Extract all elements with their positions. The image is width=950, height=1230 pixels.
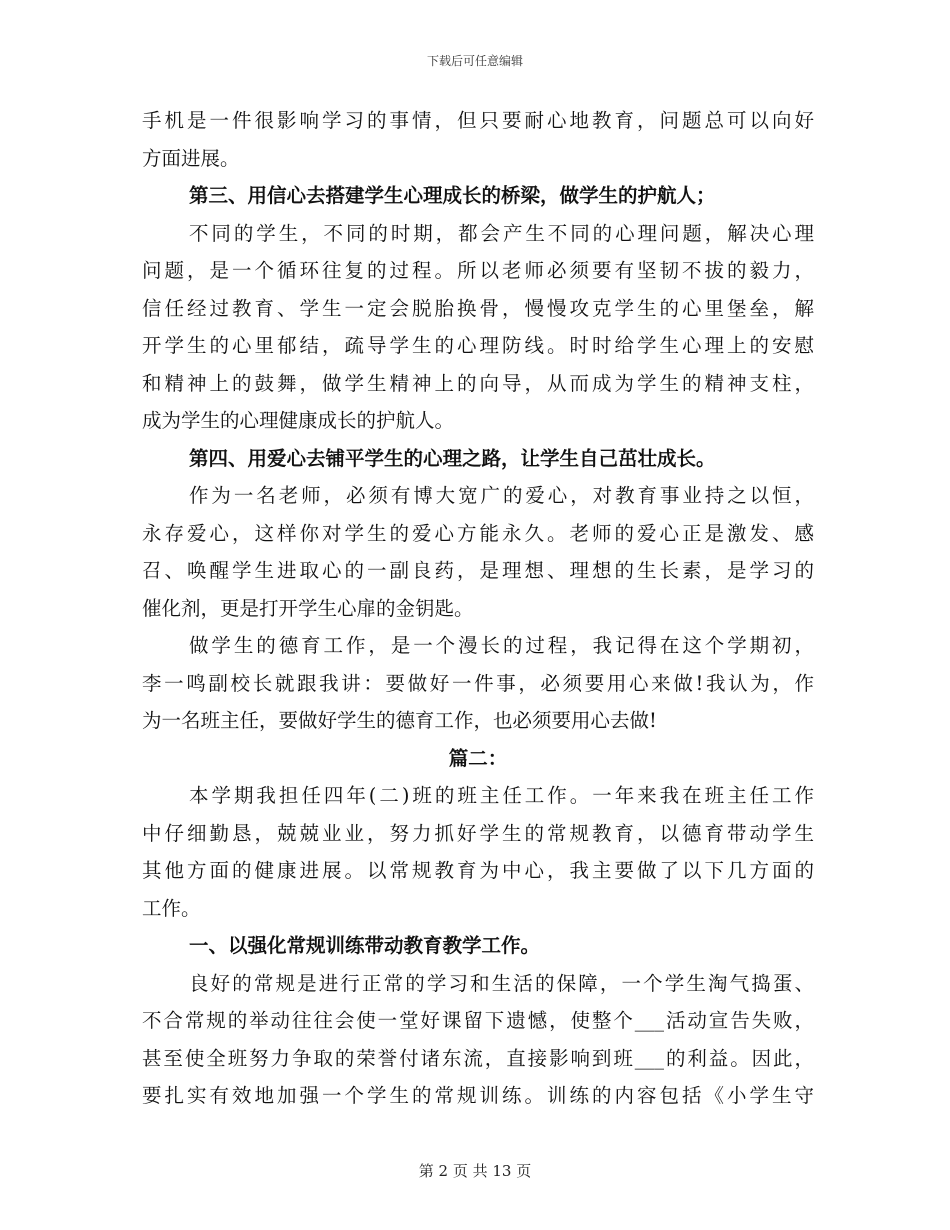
section-heading: 第四、用爱心去铺平学生的心理之路，让学生自己茁壮成长。	[189, 446, 716, 470]
body-line: 工作。	[142, 896, 201, 920]
body-line: 要扎实有效地加强一个学生的常规训练。训练的内容包括《小学生守	[142, 1084, 814, 1107]
page-number: 第 2 页 共 13 页	[418, 1162, 532, 1180]
body-line: 甚至使全班努力争取的荣誉付诸东流，直接影响到班___的利益。因此，	[142, 1046, 814, 1070]
body-line: 手机是一件很影响学习的事情，但只要耐心地教育，问题总可以向好	[142, 109, 814, 132]
part-heading: 篇二：	[448, 746, 508, 770]
body-line: 作为一名老师，必须有博大宽广的爱心，对教育事业持之以恒，	[189, 484, 814, 507]
body-line: 永存爱心，这样你对学生的爱心方能永久。老师的爱心正是激发、感	[142, 521, 814, 545]
body-line: 和精神上的鼓舞，做学生精神上的向导，从而成为学生的精神支柱，	[142, 371, 814, 395]
body-line: 开学生的心里郁结，疏导学生的心理防线。时时给学生心理上的安慰	[142, 334, 814, 357]
body-line: 不同的学生，不同的时期，都会产生不同的心理问题，解决心理	[189, 221, 814, 245]
body-line: 其他方面的健康进展。以常规教育为中心，我主要做了以下几方面的	[142, 859, 814, 882]
body-line: 问题，是一个循环往复的过程。所以老师必须要有坚韧不拔的毅力，	[142, 259, 814, 282]
body-line: 良好的常规是进行正常的学习和生活的保障，一个学生淘气捣蛋、	[189, 971, 814, 995]
section-heading: 一、以强化常规训练带动教育教学工作。	[189, 934, 541, 957]
body-line: 召、唤醒学生进取心的一副良药，是理想、理想的生长素，是学习的	[142, 559, 814, 582]
section-heading: 第三、用信心去搭建学生心理成长的桥梁，做学生的护航人；	[189, 184, 716, 207]
body-line: 为一名班主任，要做好学生的德育工作，也必须要用心去做!	[142, 709, 657, 732]
body-line: 本学期我担任四年(二)班的班主任工作。一年来我在班主任工作	[189, 784, 814, 807]
document-body	[142, 102, 814, 1115]
body-line: 不合常规的举动往往会使一堂好课留下遗憾，使整个___活动宣告失败，	[142, 1009, 814, 1032]
body-line: 方面进展。	[142, 146, 240, 170]
body-line: 成为学生的心理健康成长的护航人。	[142, 409, 455, 432]
body-line: 做学生的德育工作，是一个漫长的过程，我记得在这个学期初，	[189, 634, 814, 657]
body-line: 中仔细勤恳，兢兢业业，努力抓好学生的常规教育，以德育带动学生	[142, 821, 814, 845]
body-line: 催化剂，更是打开学生心扉的金钥匙。	[142, 596, 474, 620]
body-line: 李一鸣副校长就跟我讲：要做好一件事，必须要用心来做!我认为，作	[142, 671, 814, 695]
body-line: 信任经过教育、学生一定会脱胎换骨，慢慢攻克学生的心里堡垒，解	[142, 296, 814, 320]
page-header: 下载后可任意编辑	[426, 54, 523, 68]
